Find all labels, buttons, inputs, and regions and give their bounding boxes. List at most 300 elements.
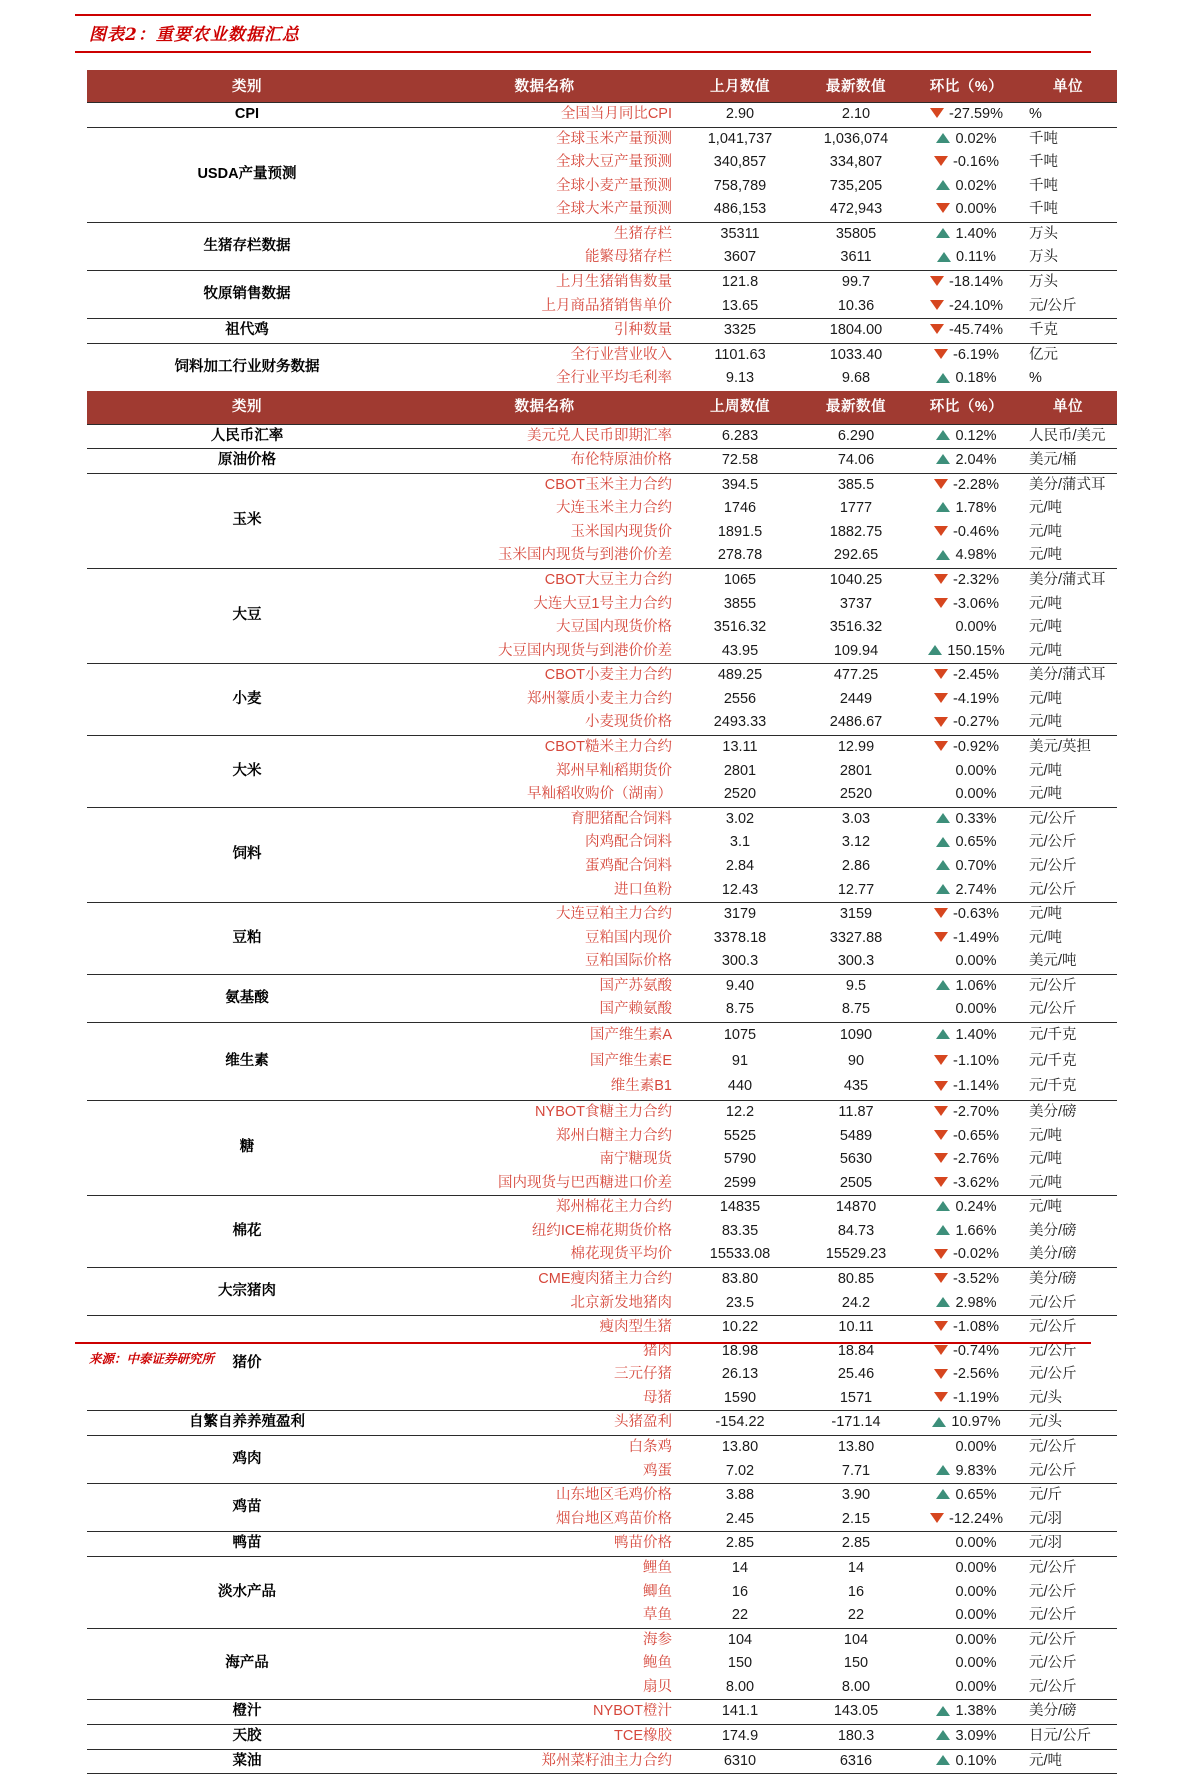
latest-value-cell: 25.46 bbox=[837, 1366, 875, 1383]
change-value: 0.00% bbox=[955, 1439, 997, 1456]
change-value: 1.38% bbox=[955, 1703, 997, 1720]
category-cell: 自繁自养养殖盈利 bbox=[87, 1411, 407, 1436]
metric-name-cell: NYBOT食糖主力合约 bbox=[407, 1100, 682, 1124]
table-row bbox=[87, 271, 1117, 295]
change-value: -1.19% bbox=[953, 1389, 999, 1406]
change-value: 0.24% bbox=[955, 1199, 997, 1216]
arrow-none-icon bbox=[936, 1634, 950, 1644]
change-cell bbox=[914, 927, 1019, 951]
metric-name-cell: 郑州早籼稻期货价 bbox=[556, 762, 672, 779]
category-cell: 牧原销售数据 bbox=[87, 271, 407, 319]
change-cell bbox=[914, 1484, 1019, 1508]
unit-cell: 元/公斤 bbox=[1019, 807, 1117, 831]
unit-cell: 元/公斤 bbox=[1029, 1678, 1077, 1695]
table-row bbox=[87, 1725, 1117, 1750]
arrow-down-icon bbox=[934, 1153, 948, 1163]
previous-value-cell: 104 bbox=[682, 1628, 798, 1652]
change-value: 0.00% bbox=[955, 619, 997, 636]
change-cell bbox=[914, 1652, 1019, 1676]
change-value: 0.02% bbox=[955, 177, 997, 194]
unit-cell: 元/公斤 bbox=[1029, 834, 1077, 851]
change-cell bbox=[914, 1749, 1019, 1774]
previous-value-cell: 7.02 bbox=[725, 1462, 755, 1479]
agriculture-data-table bbox=[87, 70, 1117, 1774]
change-value: 0.00% bbox=[955, 1535, 997, 1552]
previous-value-cell: 1075 bbox=[682, 1022, 798, 1048]
change-value: 1.78% bbox=[955, 500, 997, 517]
arrow-none-icon bbox=[936, 1657, 950, 1667]
change-cell bbox=[914, 664, 1019, 688]
arrow-down-icon bbox=[930, 108, 944, 118]
latest-value-cell: 12.77 bbox=[837, 881, 875, 898]
change-cell bbox=[914, 1628, 1019, 1652]
change-cell bbox=[914, 1387, 1019, 1411]
unit-cell: % bbox=[1019, 103, 1117, 128]
unit-cell: 元/吨 bbox=[1029, 523, 1063, 540]
latest-value-cell: 2520 bbox=[839, 786, 873, 803]
change-cell bbox=[914, 222, 1019, 246]
latest-value-cell: 1882.75 bbox=[829, 523, 883, 540]
table-row bbox=[87, 319, 1117, 344]
arrow-up-icon bbox=[936, 550, 950, 560]
unit-cell: 元/吨 bbox=[1029, 547, 1063, 564]
previous-value-cell: 174.9 bbox=[682, 1725, 798, 1750]
arrow-up-icon bbox=[936, 1225, 950, 1235]
unit-cell: 万头 bbox=[1019, 271, 1117, 295]
unit-cell: 美元/英担 bbox=[1019, 736, 1117, 760]
latest-value-cell: 1,036,074 bbox=[798, 127, 914, 151]
table-row bbox=[87, 1532, 1117, 1557]
metric-name-cell: 郑州籇质小麦主力合约 bbox=[527, 690, 672, 707]
latest-value-cell: 3159 bbox=[798, 903, 914, 927]
latest-value-cell: 14870 bbox=[798, 1196, 914, 1220]
change-cell bbox=[914, 1220, 1019, 1244]
unit-cell: 万头 bbox=[1029, 249, 1058, 266]
change-cell bbox=[914, 1100, 1019, 1124]
latest-value-cell: 10.36 bbox=[837, 297, 875, 314]
metric-name-cell: 国内现货与巴西糖进口价差 bbox=[498, 1174, 672, 1191]
latest-value-cell: 3611 bbox=[840, 249, 872, 266]
metric-name-cell: CME瘦肉猪主力合约 bbox=[407, 1268, 682, 1292]
arrow-down-icon bbox=[930, 324, 944, 334]
arrow-down-icon bbox=[934, 669, 948, 679]
exhibit-title-bar bbox=[75, 14, 1091, 53]
arrow-up-icon bbox=[936, 1706, 950, 1716]
previous-value-cell: 26.13 bbox=[721, 1366, 759, 1383]
previous-value-cell: 758,789 bbox=[713, 177, 767, 194]
change-cell bbox=[914, 807, 1019, 831]
table-row bbox=[87, 1316, 1117, 1340]
change-value: -1.14% bbox=[953, 1078, 999, 1095]
previous-value-cell: 3.1 bbox=[729, 834, 751, 851]
category-cell: CPI bbox=[87, 103, 407, 128]
previous-value-cell: 3378.18 bbox=[713, 929, 767, 946]
change-value: 4.98% bbox=[955, 547, 997, 564]
arrow-up-icon bbox=[928, 645, 942, 655]
change-value: 0.02% bbox=[955, 130, 997, 147]
latest-value-cell: 2.10 bbox=[798, 103, 914, 128]
category-cell: 生猪存栏数据 bbox=[87, 222, 407, 270]
arrow-down-icon bbox=[930, 276, 944, 286]
metric-name-cell: TCE橡胶 bbox=[407, 1725, 682, 1750]
unit-cell: 元/斤 bbox=[1019, 1484, 1117, 1508]
change-cell bbox=[914, 1700, 1019, 1725]
change-cell bbox=[914, 127, 1019, 151]
metric-name-cell: 烟台地区鸡苗价格 bbox=[556, 1510, 672, 1527]
arrow-up-icon bbox=[936, 502, 950, 512]
category-cell: 人民币汇率 bbox=[87, 424, 407, 449]
latest-value-cell: 109.94 bbox=[833, 642, 879, 659]
change-cell bbox=[914, 831, 1019, 855]
change-value: -2.28% bbox=[953, 476, 999, 493]
metric-name-cell: 玉米国内现货与到港价价差 bbox=[498, 547, 672, 564]
category-cell: 橙汁 bbox=[87, 1700, 407, 1725]
change-cell bbox=[914, 1292, 1019, 1316]
latest-value-cell: 435 bbox=[843, 1078, 869, 1095]
latest-value-cell: 8.00 bbox=[841, 1678, 871, 1695]
change-cell bbox=[914, 1508, 1019, 1532]
table-row bbox=[87, 736, 1117, 760]
latest-value-cell: 10.11 bbox=[798, 1316, 914, 1340]
arrow-down-icon bbox=[934, 349, 948, 359]
unit-cell: 元/千克 bbox=[1019, 1022, 1117, 1048]
change-value: 0.12% bbox=[955, 427, 997, 444]
arrow-down-icon bbox=[934, 1392, 948, 1402]
previous-value-cell: 83.80 bbox=[682, 1268, 798, 1292]
arrow-down-icon bbox=[934, 1369, 948, 1379]
table-row bbox=[87, 473, 1117, 497]
change-cell bbox=[914, 1460, 1019, 1484]
latest-value-cell: 74.06 bbox=[798, 449, 914, 474]
arrow-up-icon bbox=[936, 813, 950, 823]
previous-value-cell: 6310 bbox=[682, 1749, 798, 1774]
metric-name-cell: 蛋鸡配合饲料 bbox=[585, 857, 672, 874]
unit-cell: 元/羽 bbox=[1019, 1532, 1117, 1557]
arrow-down-icon bbox=[936, 203, 950, 213]
latest-value-cell: -171.14 bbox=[798, 1411, 914, 1436]
arrow-up-icon bbox=[936, 1297, 950, 1307]
change-value: -4.19% bbox=[953, 690, 999, 707]
change-value: 2.04% bbox=[955, 452, 997, 469]
change-cell bbox=[914, 1532, 1019, 1557]
col-header-unit: 单位 bbox=[1019, 70, 1117, 103]
category-cell: 豆粕 bbox=[87, 903, 407, 975]
change-value: 10.97% bbox=[951, 1414, 1001, 1431]
category-cell: 维生素 bbox=[87, 1022, 407, 1100]
arrow-up-icon bbox=[936, 228, 950, 238]
change-cell bbox=[914, 1022, 1019, 1048]
arrow-up-icon bbox=[936, 860, 950, 870]
unit-cell: 元/公斤 bbox=[1029, 1342, 1077, 1359]
unit-cell: 元/公斤 bbox=[1019, 1316, 1117, 1340]
change-cell bbox=[914, 593, 1019, 617]
unit-cell: 元/吨 bbox=[1029, 714, 1063, 731]
unit-cell: 千吨 bbox=[1019, 127, 1117, 151]
table-row bbox=[87, 222, 1117, 246]
latest-value-cell: 99.7 bbox=[798, 271, 914, 295]
latest-value-cell: 7.71 bbox=[841, 1462, 871, 1479]
metric-name-cell: 南宁糖现货 bbox=[599, 1151, 672, 1168]
unit-cell: 元/吨 bbox=[1029, 1151, 1063, 1168]
metric-name-cell: 山东地区毛鸡价格 bbox=[407, 1484, 682, 1508]
unit-cell: 美分/磅 bbox=[1029, 1222, 1077, 1239]
metric-name-cell: CBOT大豆主力合约 bbox=[407, 568, 682, 592]
metric-name-cell: 三元仔猪 bbox=[614, 1366, 672, 1383]
arrow-down-icon bbox=[934, 1055, 948, 1065]
col-header-prev: 上月数值 bbox=[682, 70, 798, 103]
previous-value-cell: 3.88 bbox=[682, 1484, 798, 1508]
unit-cell: 元/吨 bbox=[1019, 903, 1117, 927]
latest-value-cell: 150 bbox=[843, 1655, 869, 1672]
arrow-none-icon bbox=[936, 1562, 950, 1572]
arrow-down-icon bbox=[934, 1081, 948, 1091]
latest-value-cell: 5630 bbox=[839, 1151, 873, 1168]
previous-value-cell: 13.11 bbox=[682, 736, 798, 760]
previous-value-cell: 2.45 bbox=[725, 1510, 755, 1527]
metric-name-cell: 大连大豆1号主力合约 bbox=[533, 595, 672, 612]
change-value: 0.10% bbox=[955, 1752, 997, 1769]
category-cell: 大宗猪肉 bbox=[87, 1268, 407, 1316]
table-row bbox=[87, 1196, 1117, 1220]
change-cell bbox=[914, 1316, 1019, 1340]
latest-value-cell: 735,205 bbox=[829, 177, 883, 194]
metric-name-cell: 全行业营业收入 bbox=[407, 343, 682, 367]
previous-value-cell: 2556 bbox=[723, 690, 757, 707]
metric-name-cell: 全行业平均毛利率 bbox=[556, 370, 672, 387]
unit-cell: 元/吨 bbox=[1019, 1749, 1117, 1774]
change-value: -24.10% bbox=[948, 297, 1003, 314]
metric-name-cell: 全球大米产量预测 bbox=[556, 201, 672, 218]
unit-cell: % bbox=[1029, 370, 1042, 387]
arrow-down-icon bbox=[934, 908, 948, 918]
metric-name-cell: 国产维生素E bbox=[589, 1052, 672, 1069]
table-row bbox=[87, 449, 1117, 474]
change-cell bbox=[914, 497, 1019, 521]
change-value: 0.00% bbox=[955, 1583, 997, 1600]
unit-cell: 千吨 bbox=[1029, 154, 1058, 171]
change-cell bbox=[914, 271, 1019, 295]
unit-cell: 元/公斤 bbox=[1019, 1628, 1117, 1652]
metric-name-cell: 郑州菜籽油主力合约 bbox=[407, 1749, 682, 1774]
arrow-down-icon bbox=[934, 479, 948, 489]
arrow-up-icon bbox=[936, 1730, 950, 1740]
metric-name-cell: 郑州棉花主力合约 bbox=[407, 1196, 682, 1220]
metric-name-cell: 郑州白糖主力合约 bbox=[556, 1127, 672, 1144]
latest-value-cell: 334,807 bbox=[829, 154, 883, 171]
unit-cell: 美分/磅 bbox=[1019, 1268, 1117, 1292]
metric-name-cell: 扇贝 bbox=[643, 1678, 672, 1695]
change-cell bbox=[914, 879, 1019, 903]
latest-value-cell: 22 bbox=[847, 1607, 865, 1624]
change-cell bbox=[914, 688, 1019, 712]
latest-value-cell: 84.73 bbox=[837, 1222, 875, 1239]
previous-value-cell: -154.22 bbox=[682, 1411, 798, 1436]
previous-value-cell: 121.8 bbox=[682, 271, 798, 295]
category-cell: 玉米 bbox=[87, 473, 407, 568]
table-row bbox=[87, 1484, 1117, 1508]
arrow-down-icon bbox=[934, 156, 948, 166]
page-title: 图表2：重要农业数据汇总 bbox=[89, 25, 300, 45]
category-cell: 大豆 bbox=[87, 568, 407, 663]
arrow-none-icon bbox=[936, 1538, 950, 1548]
metric-name-cell: 母猪 bbox=[643, 1389, 672, 1406]
category-cell: 鸡苗 bbox=[87, 1484, 407, 1532]
unit-cell: 元/吨 bbox=[1029, 929, 1063, 946]
previous-value-cell: 3855 bbox=[723, 595, 757, 612]
latest-value-cell: 300.3 bbox=[837, 953, 875, 970]
change-cell bbox=[914, 1411, 1019, 1436]
category-cell: 淡水产品 bbox=[87, 1556, 407, 1628]
arrow-none-icon bbox=[936, 955, 950, 965]
previous-value-cell: 43.95 bbox=[721, 642, 759, 659]
change-value: 0.65% bbox=[955, 1487, 997, 1504]
category-cell: 棉花 bbox=[87, 1196, 407, 1268]
unit-cell: 美元/桶 bbox=[1019, 449, 1117, 474]
change-cell bbox=[914, 903, 1019, 927]
previous-value-cell: 1590 bbox=[723, 1389, 757, 1406]
unit-cell: 元/吨 bbox=[1029, 642, 1063, 659]
arrow-up-icon bbox=[936, 373, 950, 383]
change-cell bbox=[914, 1604, 1019, 1628]
latest-value-cell: 3516.32 bbox=[829, 619, 883, 636]
change-cell bbox=[914, 1676, 1019, 1700]
metric-name-cell: 大豆国内现货与到港价价差 bbox=[498, 642, 672, 659]
change-value: -2.45% bbox=[953, 667, 999, 684]
change-value: 9.83% bbox=[955, 1462, 997, 1479]
table-row bbox=[87, 1628, 1117, 1652]
latest-value-cell: 24.2 bbox=[841, 1294, 871, 1311]
change-value: 1.06% bbox=[955, 977, 997, 994]
previous-value-cell: 8.00 bbox=[725, 1678, 755, 1695]
metric-name-cell: NYBOT橙汁 bbox=[407, 1700, 682, 1725]
previous-value-cell: 1101.63 bbox=[682, 343, 798, 367]
table-row bbox=[87, 1022, 1117, 1048]
header-row-weekly bbox=[87, 391, 1117, 424]
previous-value-cell: 10.22 bbox=[682, 1316, 798, 1340]
table-row bbox=[87, 1436, 1117, 1460]
table-row bbox=[87, 343, 1117, 367]
change-value: -1.10% bbox=[953, 1052, 999, 1069]
table-row bbox=[87, 807, 1117, 831]
unit-cell: 元/头 bbox=[1019, 1411, 1117, 1436]
col-header-unit-weekly: 单位 bbox=[1019, 391, 1117, 424]
metric-name-cell: 全球小麦产量预测 bbox=[556, 177, 672, 194]
category-cell: 鸭苗 bbox=[87, 1532, 407, 1557]
latest-value-cell: 385.5 bbox=[798, 473, 914, 497]
arrow-up-icon bbox=[936, 1465, 950, 1475]
table-row bbox=[87, 127, 1117, 151]
category-cell: 糖 bbox=[87, 1100, 407, 1195]
col-header-category-weekly: 类别 bbox=[87, 391, 407, 424]
metric-name-cell: 大豆国内现货价格 bbox=[556, 619, 672, 636]
category-cell: 小麦 bbox=[87, 664, 407, 736]
previous-value-cell: 3.02 bbox=[682, 807, 798, 831]
metric-name-cell: 国产赖氨酸 bbox=[599, 1001, 672, 1018]
table-row bbox=[87, 1411, 1117, 1436]
change-cell bbox=[914, 1581, 1019, 1605]
unit-cell: 元/公斤 bbox=[1029, 1366, 1077, 1383]
table-row bbox=[87, 103, 1117, 128]
unit-cell: 元/羽 bbox=[1029, 1510, 1063, 1527]
unit-cell: 元/公斤 bbox=[1029, 1583, 1077, 1600]
unit-cell: 元/公斤 bbox=[1019, 1556, 1117, 1580]
previous-value-cell: 300.3 bbox=[721, 953, 759, 970]
arrow-up-icon bbox=[936, 1201, 950, 1211]
previous-value-cell: 2801 bbox=[723, 762, 757, 779]
previous-value-cell: 6.283 bbox=[682, 424, 798, 449]
metric-name-cell: 国产维生素A bbox=[407, 1022, 682, 1048]
change-value: 0.00% bbox=[955, 953, 997, 970]
previous-value-cell: 2599 bbox=[723, 1174, 757, 1191]
col-header-last-weekly: 最新数值 bbox=[798, 391, 914, 424]
arrow-none-icon bbox=[936, 1609, 950, 1619]
change-value: 1.40% bbox=[955, 225, 997, 242]
change-cell bbox=[914, 974, 1019, 998]
latest-value-cell: 143.05 bbox=[798, 1700, 914, 1725]
previous-value-cell: 12.2 bbox=[682, 1100, 798, 1124]
col-header-last: 最新数值 bbox=[798, 70, 914, 103]
col-header-name-weekly: 数据名称 bbox=[407, 391, 682, 424]
latest-value-cell: 3.90 bbox=[798, 1484, 914, 1508]
change-cell bbox=[914, 198, 1019, 222]
latest-value-cell: 3327.88 bbox=[829, 929, 883, 946]
arrow-up-icon bbox=[936, 1755, 950, 1765]
metric-name-cell: 早籼稻收购价（湖南） bbox=[527, 786, 672, 803]
metric-name-cell: 国产苏氨酸 bbox=[407, 974, 682, 998]
category-cell: USDA产量预测 bbox=[87, 127, 407, 222]
previous-value-cell: 18.98 bbox=[721, 1342, 759, 1359]
unit-cell: 元/公斤 bbox=[1029, 1462, 1077, 1479]
arrow-down-icon bbox=[934, 932, 948, 942]
change-value: 0.00% bbox=[955, 786, 997, 803]
unit-cell: 美分/蒲式耳 bbox=[1019, 568, 1117, 592]
change-value: -3.62% bbox=[953, 1174, 999, 1191]
metric-name-cell: 上月商品猪销售单价 bbox=[541, 297, 672, 314]
change-value: 1.66% bbox=[955, 1222, 997, 1239]
previous-value-cell: 12.43 bbox=[721, 881, 759, 898]
metric-name-cell: 布伦特原油价格 bbox=[407, 449, 682, 474]
change-cell bbox=[914, 544, 1019, 568]
arrow-none-icon bbox=[936, 1681, 950, 1691]
category-cell: 饲料 bbox=[87, 807, 407, 902]
change-cell bbox=[914, 424, 1019, 449]
unit-cell: 美元/吨 bbox=[1029, 953, 1077, 970]
change-cell bbox=[914, 1243, 1019, 1267]
unit-cell: 元/公斤 bbox=[1029, 857, 1077, 874]
latest-value-cell: 472,943 bbox=[829, 201, 883, 218]
change-value: 0.00% bbox=[955, 762, 997, 779]
unit-cell: 元/吨 bbox=[1029, 595, 1063, 612]
previous-value-cell: 16 bbox=[731, 1583, 749, 1600]
unit-cell: 元/公斤 bbox=[1029, 1655, 1077, 1672]
metric-name-cell: 大连豆粕主力合约 bbox=[407, 903, 682, 927]
change-cell bbox=[914, 295, 1019, 319]
unit-cell: 元/吨 bbox=[1029, 1174, 1063, 1191]
header-row-monthly bbox=[87, 70, 1117, 103]
latest-value-cell: 2.15 bbox=[841, 1510, 871, 1527]
previous-value-cell: 440 bbox=[727, 1078, 753, 1095]
unit-cell: 美分/蒲式耳 bbox=[1019, 664, 1117, 688]
unit-cell: 元/吨 bbox=[1029, 786, 1063, 803]
unit-cell: 千吨 bbox=[1029, 201, 1058, 218]
table-row bbox=[87, 903, 1117, 927]
unit-cell: 千吨 bbox=[1029, 177, 1058, 194]
change-cell bbox=[914, 1436, 1019, 1460]
latest-value-cell: 35805 bbox=[798, 222, 914, 246]
unit-cell: 元/公斤 bbox=[1029, 1294, 1077, 1311]
category-cell: 天胶 bbox=[87, 1725, 407, 1750]
col-header-change-weekly: 环比（%） bbox=[914, 391, 1019, 424]
